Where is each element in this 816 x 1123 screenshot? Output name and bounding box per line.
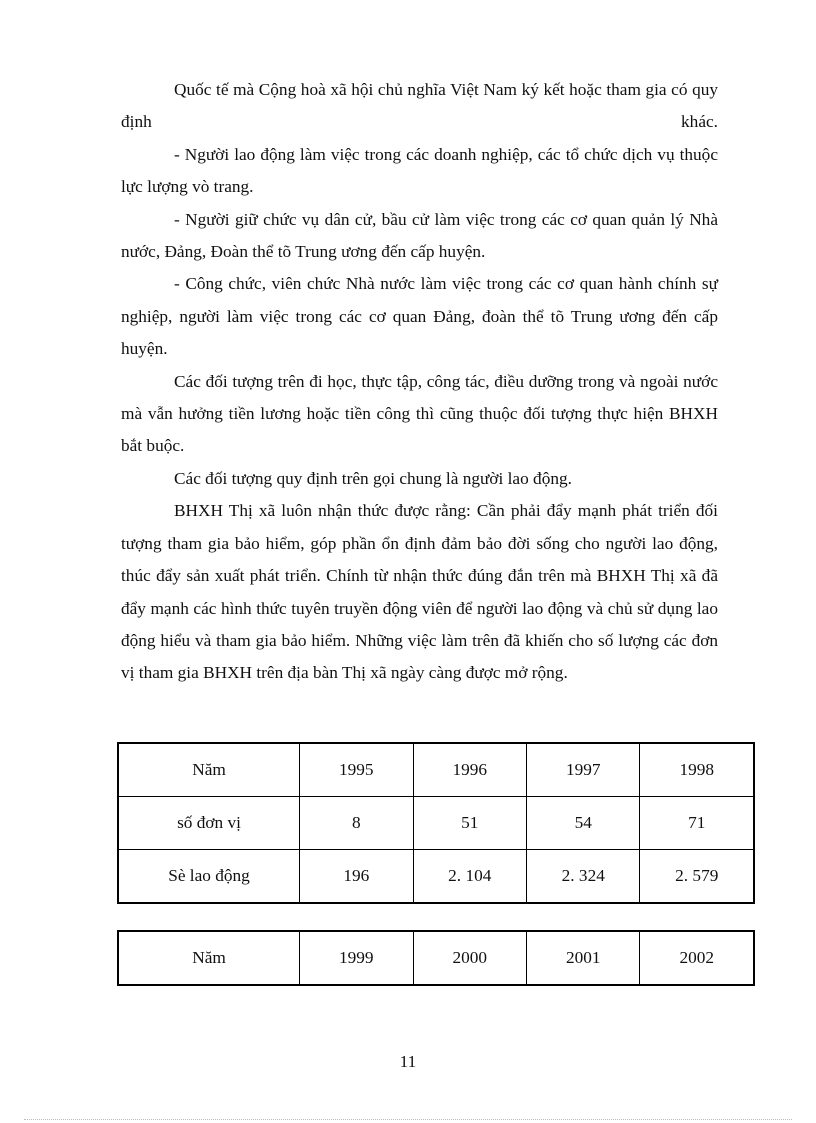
table-cell: 2. 104 <box>413 850 526 904</box>
paragraph: Các đối tượng trên đi học, thực tập, công tác, điều dưỡng trong và ngoài nước mà vẫn hưởng tiền lương hoặc tiền công thì cũng thuộc đối tượng thực hiện BHXH bắt buộc. <box>121 371 718 456</box>
table-cell: Sè lao động <box>118 850 300 904</box>
table-row <box>118 743 754 797</box>
table-cell: 196 <box>300 850 413 904</box>
table-cell: 1996 <box>413 743 526 797</box>
table-cell: 2000 <box>413 931 526 985</box>
paragraph: Các đối tượng quy định trên gọi chung là người lao động. <box>174 468 572 488</box>
table-cell: 1998 <box>640 743 754 797</box>
page-boundary-divider <box>24 1119 792 1120</box>
table-cell: 71 <box>640 797 754 850</box>
paragraph: BHXH Thị xã luôn nhận thức được rằng: Cần phải đẩy mạnh phát triển đối tượng tham gia bảo hiểm, góp phần ổn định đảm bảo đời sống cho người lao động, thúc đẩy sản xuất phát triển. Chính từ nhận thức đúng đắn trên mà BHXH Thị xã đã đẩy mạnh các hình thức tuyên truyền động viên để người lao động và chủ sử dụng lao động hiểu và tham gia bảo hiểm. Những việc làm trên đã khiến cho số lượng các đơn vị tham gia BHXH trên địa bàn Thị xã ngày càng được mở rộng. <box>121 501 718 683</box>
statistics-table-1999-2002 <box>117 930 755 986</box>
paragraph: - Người lao động làm việc trong các doanh nghiệp, các tổ chức dịch vụ thuộc lực lượng vò trang. <box>121 144 718 197</box>
table-cell: 2002 <box>640 931 754 985</box>
paragraph: - Người giữ chức vụ dân cử, bầu cử làm việc trong các cơ quan quản lý Nhà nước, Đảng, Đoàn thể tõ Trung ương đến cấp huyện. <box>121 209 718 262</box>
page-number: 11 <box>399 1052 417 1071</box>
paragraph: - Công chức, viên chức Nhà nước làm việc trong các cơ quan hành chính sự nghiệp, người làm việc trong các cơ quan Đảng, đoàn thể tõ Trung ương đến cấp huyện. <box>121 274 718 359</box>
table-cell: số đơn vị <box>118 797 300 850</box>
table-cell: 51 <box>413 797 526 850</box>
table-cell: 2. 579 <box>640 850 754 904</box>
table-cell: 1997 <box>527 743 640 797</box>
table-cell: 1999 <box>300 931 413 985</box>
table-cell: 54 <box>527 797 640 850</box>
table-row <box>118 797 754 850</box>
statistics-table-1995-1998 <box>117 742 755 904</box>
table-row <box>118 931 754 985</box>
paragraph: Quốc tế mà Cộng hoà xã hội chủ nghĩa Việt Nam ký kết hoặc tham gia có quy định khác. <box>121 80 718 132</box>
table-cell: 1995 <box>300 743 413 797</box>
body-text <box>121 74 718 690</box>
table-row <box>118 850 754 904</box>
table-cell: 8 <box>300 797 413 850</box>
table-cell: Năm <box>118 931 300 985</box>
table-cell: Năm <box>118 743 300 797</box>
table-cell: 2. 324 <box>527 850 640 904</box>
table-cell: 2001 <box>527 931 640 985</box>
